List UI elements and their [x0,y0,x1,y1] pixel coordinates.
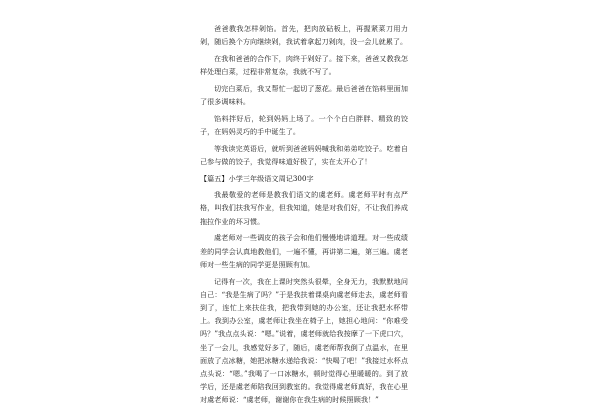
document-body [200,22,408,410]
paragraph-wrapping: 馅料拌好后，轮到妈妈上场了。一个个白白胖胖、精致的饺子，在妈妈灵巧的手中诞生了。 [200,114,408,137]
section-heading: 【篇五】小学三年级语文周记300字 [200,174,314,183]
paragraph-memory: 记得有一次，我在上课时突然头很晕，全身无力，我默默地问自己：“我是生病了吗？”于是我扶着课桌向虞老师走去，虞老师看到了，连忙上来扶住我，把我带到她的办公室，还让我把水杯带上。我到办公室，虞老师让我坐在椅子上，她担心地问：“你难受吗？”我点点头说：“嗯。”说着，虞老师就给我按摩了一下虎口穴，坐了一会儿，我感觉好多了，随后，虞老师帮我倒了点温水，在里面放了点冰糖，她把冰糖水递给我说：“快喝了吧！”我接过水杯点点头说：“嗯。”我喝了一口冰糖水，顿时觉得心里暖暖的。到了放学后，还是虞老师陪我回到教室的。我觉得虞老师真好，我在心里对虞老师说：“虞老师，谢谢你在我生病的时候照顾我！” [200,276,408,405]
paragraph-teacher-intro: 我最敬爱的老师是教我们语文的虞老师。虞老师平时有点严格，叫我们扶我写作业，但我知道，她是对我们好，不让我们养成拖拉作业的坏习惯。 [200,190,408,226]
paragraph-teacher-care: 虞老师对一些调皮的孩子会和他们慢慢地讲道理。对一些成绩差的同学会认真地教他们，一遍不懂，再讲第二遍，第三遍。虞老师对一些生病的同学更是照顾有加。 [200,233,408,269]
paragraph-eating: 等我读完英语后，就听到爸爸妈妈喊我和弟弟吃饺子。吃着自己参与做的饺子，我觉得味道好极了，实在太开心了！ [200,144,408,167]
paragraph-cabbage: 在我和爸爸的合作下，肉终于剁好了。接下来，爸爸又教我怎样处理白菜，过程非常复杂，我就不写了。 [200,54,408,77]
paragraph-seasoning: 切完白菜后，我又帮忙一起切了葱花。最后爸爸在馅料里面加了很多调味料。 [200,84,408,107]
paragraph-mincing-meat: 爸爸教我怎样剁馅。首先，把肉放砧板上，再握紧菜刀用力剁，随后换个方向继续剁，我试着拿起刀剁肉，没一会儿就累了。 [200,24,408,47]
